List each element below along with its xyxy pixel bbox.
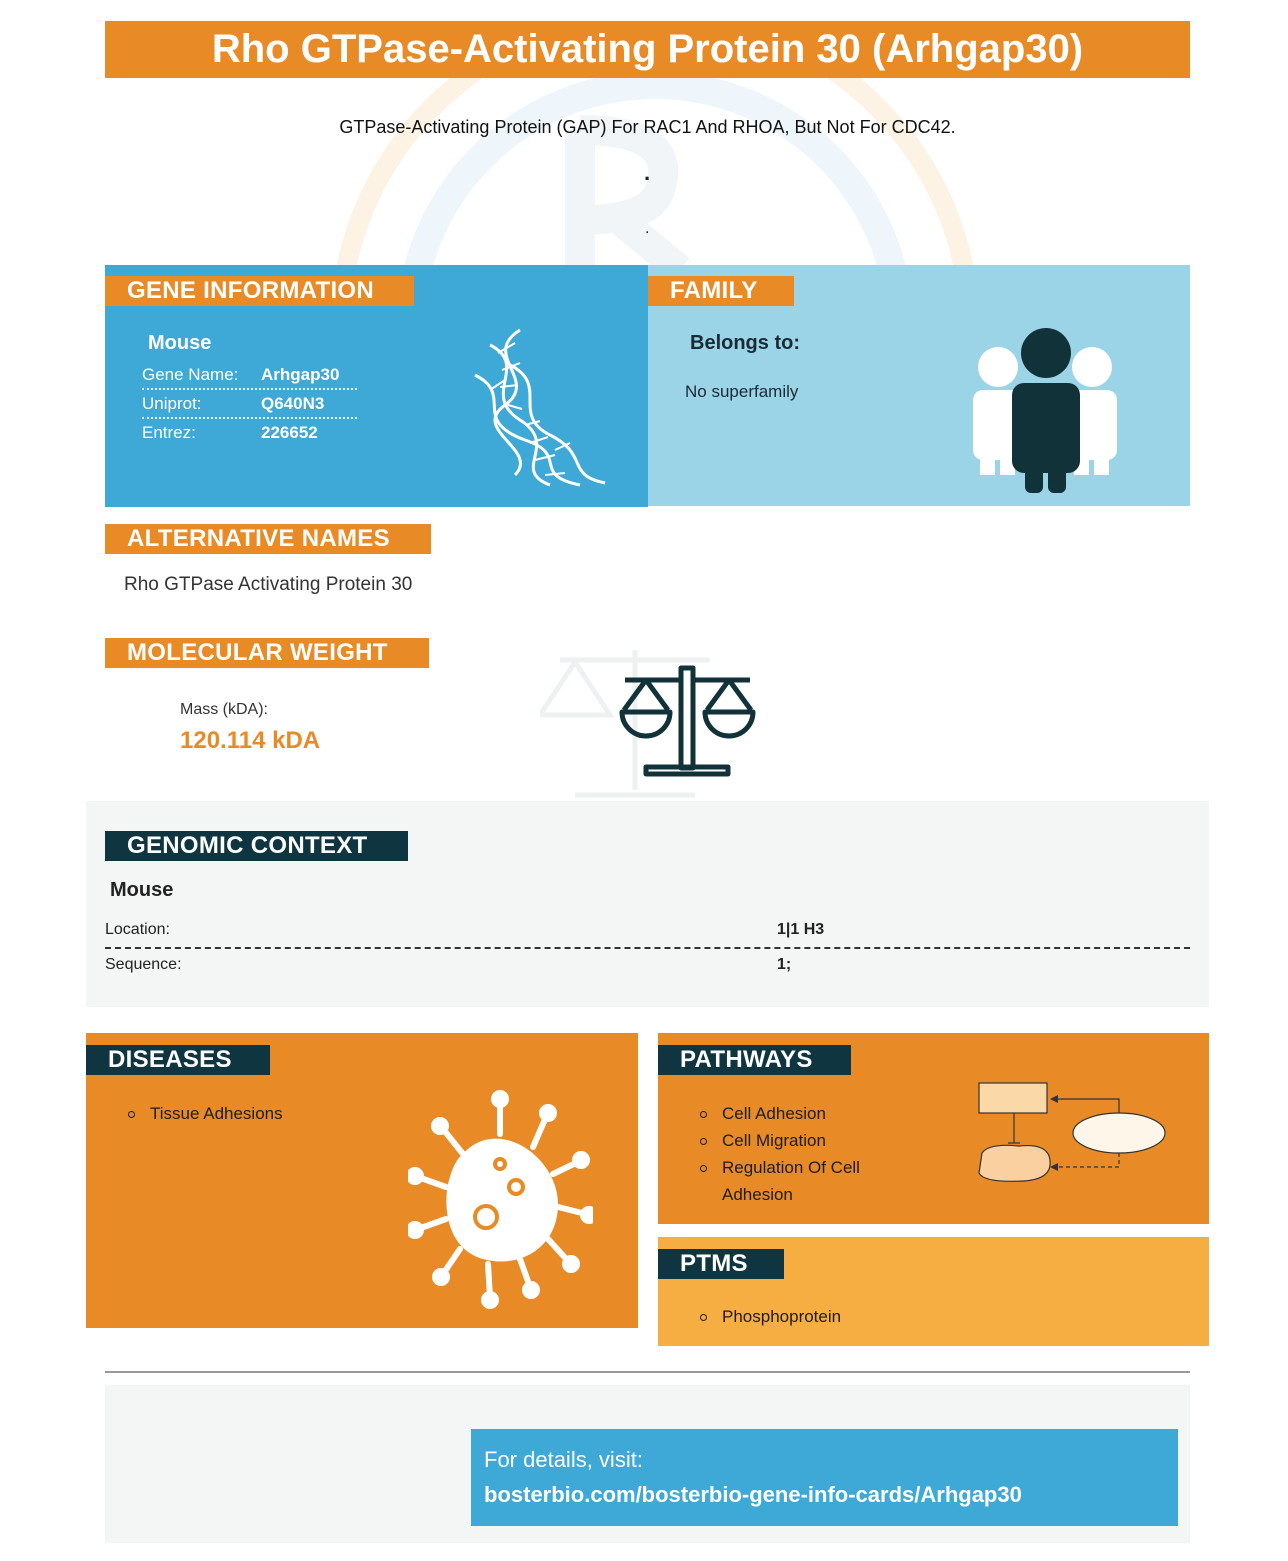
dna-helix-icon [470,325,610,490]
pathways-list [700,1100,860,1208]
ptms-list [700,1303,841,1330]
row-divider [105,947,1190,949]
pathways-heading: PATHWAYS [658,1045,851,1075]
people-group-icon [970,325,1120,495]
sequence-value: 1; [777,956,792,973]
alternative-names-heading: ALTERNATIVE NAMES [105,524,431,554]
genomic-context-heading: GENOMIC CONTEXT [105,831,408,861]
balance-scale-icon [540,640,760,805]
sequence-label: Sequence: [105,956,182,973]
family-value: No superfamily [685,382,799,401]
gene-info-label: Gene Name: [142,365,239,384]
mass-value: 120.114 kDA [180,727,321,754]
genomic-species: Mouse [110,879,174,901]
gene-info-value: Q640N3 [261,394,325,413]
list-item: Cell Migration [700,1127,860,1154]
gene-info-label: Uniprot: [142,394,202,413]
location-label: Location: [105,921,170,938]
mass-label: Mass (kDA): [180,701,268,718]
diseases-heading: DISEASES [86,1045,270,1075]
details-label: For details, visit: [484,1447,643,1472]
ptms-panel [658,1237,1209,1346]
alternative-name: Rho GTPase Activating Protein 30 [124,574,413,595]
location-value: 1|1 H3 [777,921,825,938]
gene-info-label: Entrez: [142,423,196,442]
list-item: Cell Adhesion [700,1100,860,1127]
diseases-panel [86,1033,638,1328]
gene-info-table [142,361,357,446]
virus-icon [408,1089,593,1309]
footer-divider [105,1371,1190,1373]
pathways-panel [658,1033,1209,1224]
details-url-link[interactable]: bosterbio.com/bosterbio-gene-info-cards/Arhgap30 [484,1482,1022,1507]
diseases-list [128,1100,283,1127]
gene-information-heading: GENE INFORMATION [105,276,414,306]
pathway-diagram-icon [974,1081,1169,1191]
gene-description: GTPase-Activating Protein (GAP) For RAC1 And RHOA, But Not For CDC42. [339,117,956,137]
list-item: Adhesion [722,1185,793,1204]
details-link-box[interactable] [471,1429,1178,1526]
gene-info-value: Arhgap30 [261,365,340,384]
separator-dot: . [645,220,650,237]
list-item: Regulation Of Cell [700,1154,860,1181]
location-row [105,921,1190,939]
sequence-row [105,956,1190,974]
gene-info-value: 226652 [261,423,318,442]
gene-info-row [142,361,357,390]
ptms-heading: PTMS [658,1249,784,1279]
molecular-weight-heading: MOLECULAR WEIGHT [105,638,429,668]
gene-species: Mouse [148,332,212,354]
list-item: Phosphoprotein [700,1303,841,1330]
family-belongs-label: Belongs to: [690,332,800,354]
page-title: Rho GTPase-Activating Protein 30 (Arhgap30) [105,21,1190,78]
separator-dot: . [644,160,651,185]
gene-info-row [142,390,357,419]
family-heading: FAMILY [648,276,794,306]
list-item: Tissue Adhesions [128,1100,283,1127]
gene-info-row [142,419,357,446]
